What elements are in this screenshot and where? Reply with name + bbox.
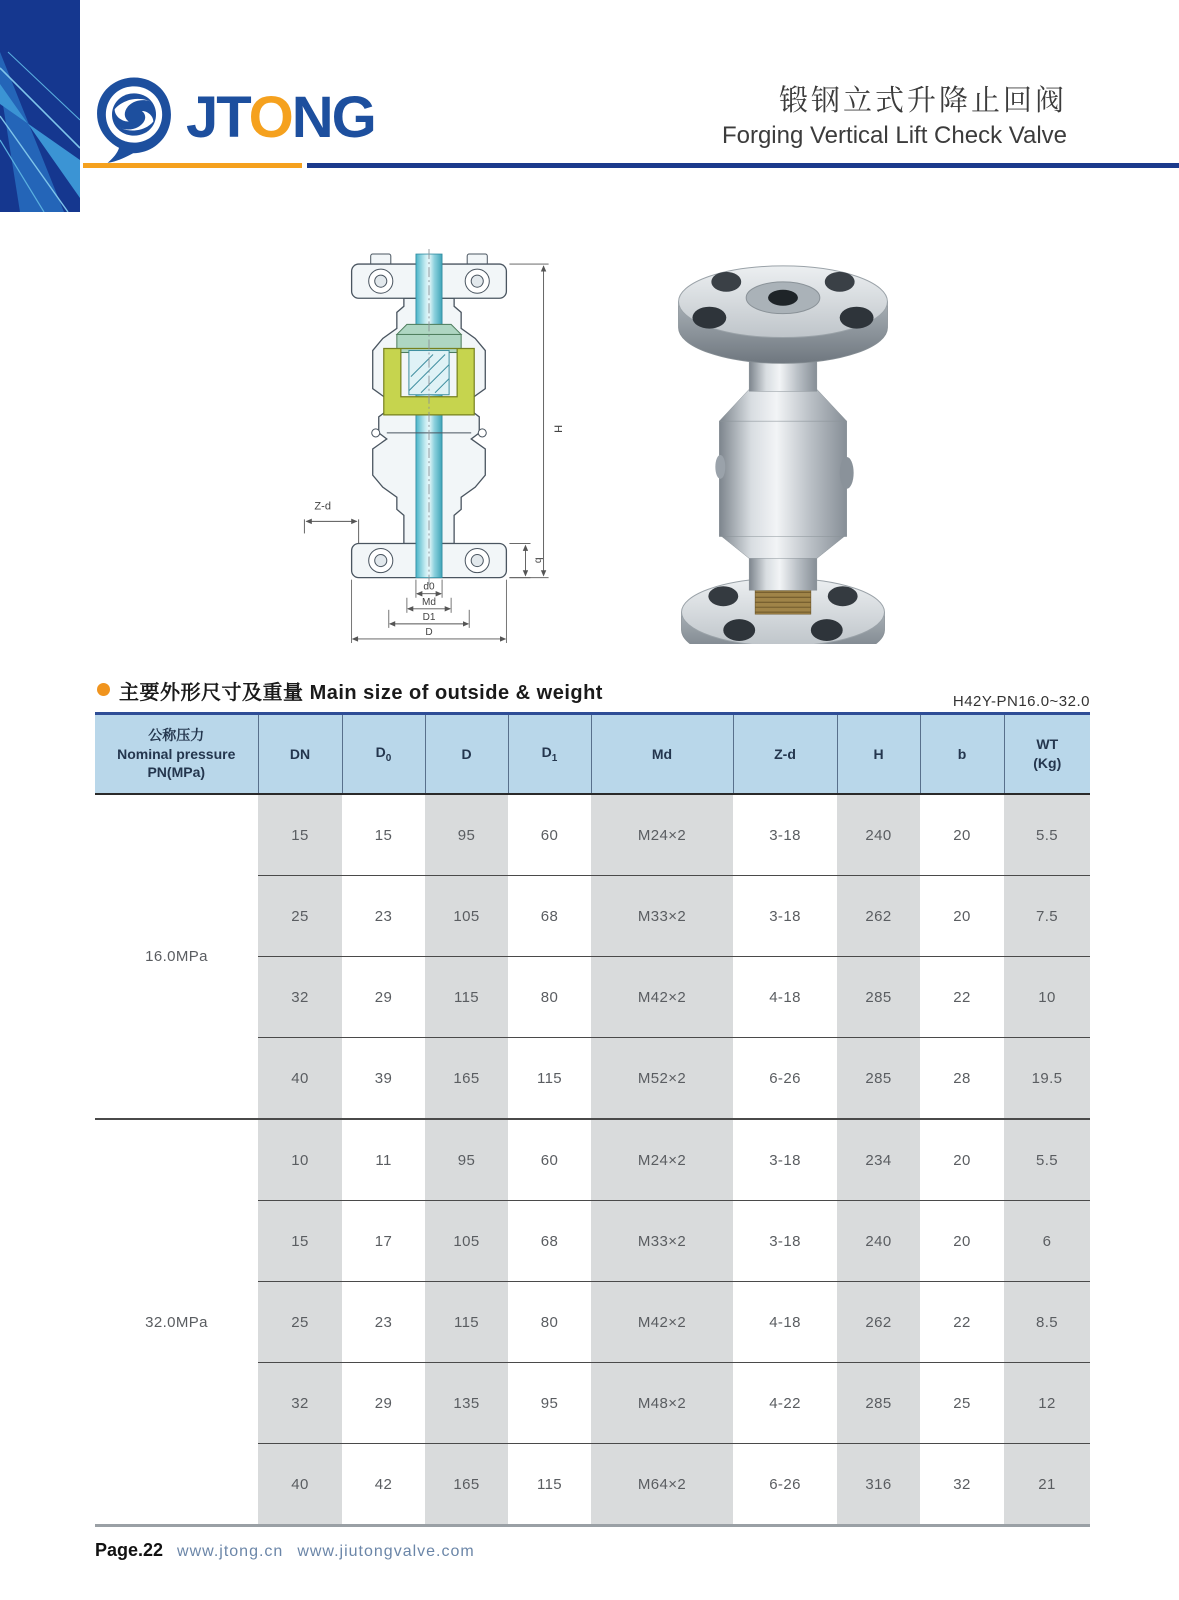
col-header: $D_0$: [342, 714, 425, 795]
table-cell: 95: [425, 1119, 508, 1201]
table-row: [95, 794, 1090, 876]
col-header: Md: [591, 714, 733, 795]
col-header: b: [920, 714, 1004, 795]
page-title-en: Forging Vertical Lift Check Valve: [721, 122, 1067, 149]
table-cell: 240: [837, 1201, 920, 1282]
logo-swirl-icon: [90, 72, 178, 164]
table-head: [95, 714, 1090, 795]
table-cell: 29: [342, 957, 425, 1038]
table-cell: 3-18: [733, 1119, 837, 1201]
table-cell: 165: [425, 1444, 508, 1526]
section-heading: [95, 676, 1090, 710]
page-number: Page.22: [95, 1540, 164, 1560]
table-cell: 6: [1004, 1201, 1090, 1282]
table-cell: 4-22: [733, 1363, 837, 1444]
table-cell: 115: [508, 1444, 591, 1526]
table-cell: 3-18: [733, 794, 837, 876]
size-table: [95, 712, 1090, 1527]
table-cell: 32: [258, 957, 342, 1038]
table-cell: 285: [837, 1038, 920, 1120]
table-cell: M64×2: [591, 1444, 733, 1526]
table-cell: 285: [837, 1363, 920, 1444]
dim-label-H: H: [551, 424, 564, 433]
section-title-en: Main size of outside & weight: [309, 682, 603, 704]
table-cell: 285: [837, 957, 920, 1038]
dim-label-d0: d0: [423, 581, 435, 593]
table-cell: 6-26: [733, 1444, 837, 1526]
col-header: D: [425, 714, 508, 795]
table-cell: 10: [258, 1119, 342, 1201]
col-header: H: [837, 714, 920, 795]
table-cell: 21: [1004, 1444, 1090, 1526]
section-bullet-icon: [97, 683, 110, 696]
table-cell: M33×2: [591, 1201, 733, 1282]
table-cell: 115: [508, 1038, 591, 1120]
page-title-block: [722, 78, 1067, 150]
table-cell: 20: [920, 794, 1004, 876]
table-cell: 240: [837, 794, 920, 876]
table-body: [95, 794, 1090, 1526]
table-cell: 15: [258, 794, 342, 876]
table-cell: 15: [258, 1201, 342, 1282]
table-cell: 25: [258, 876, 342, 957]
table-cell: 4-18: [733, 1282, 837, 1363]
table-cell: M48×2: [591, 1363, 733, 1444]
table-cell: 32: [920, 1444, 1004, 1526]
pressure-group-label: 32.0MPa: [95, 1119, 258, 1526]
table-cell: 19.5: [1004, 1038, 1090, 1120]
size-table-wrap: [95, 712, 1090, 1527]
table-cell: 28: [920, 1038, 1004, 1120]
dim-label-Zd: Z-d: [314, 500, 332, 513]
valve-section-drawing: [288, 246, 570, 648]
table-cell: 80: [508, 1282, 591, 1363]
table-cell: 40: [258, 1444, 342, 1526]
valve-photo: [642, 246, 924, 644]
logo-wordmark: [186, 85, 375, 150]
dim-label-D: D: [425, 626, 433, 638]
table-cell: 23: [342, 876, 425, 957]
page-title-zh: 锻钢立式升降止回阀: [778, 85, 1067, 117]
table-cell: 25: [920, 1363, 1004, 1444]
page-footer: [95, 1540, 475, 1561]
table-cell: 262: [837, 1282, 920, 1363]
website-link-1[interactable]: www.jtong.cn: [177, 1543, 284, 1560]
dim-label-Md: Md: [422, 596, 436, 608]
table-cell: 5.5: [1004, 1119, 1090, 1201]
table-cell: 3-18: [733, 1201, 837, 1282]
table-cell: 7.5: [1004, 876, 1090, 957]
website-link-2[interactable]: www.jiutongvalve.com: [297, 1543, 475, 1560]
table-cell: 115: [425, 1282, 508, 1363]
table-cell: 316: [837, 1444, 920, 1526]
table-cell: 3-18: [733, 876, 837, 957]
section-title-zh: 主要外形尺寸及重量: [119, 682, 304, 704]
blue-rule: [307, 163, 1179, 168]
brand-logo: [90, 70, 375, 166]
table-cell: 115: [425, 957, 508, 1038]
table-cell: 60: [508, 794, 591, 876]
col-header: DN: [258, 714, 342, 795]
col-header: WT (Kg): [1004, 714, 1090, 795]
table-cell: 32: [258, 1363, 342, 1444]
table-cell: 135: [425, 1363, 508, 1444]
table-cell: 12: [1004, 1363, 1090, 1444]
table-cell: 40: [258, 1038, 342, 1120]
orange-rule: [83, 163, 302, 168]
logo-ng: NG: [291, 85, 375, 150]
corner-decoration: [0, 0, 80, 212]
col-header: Z-d: [733, 714, 837, 795]
table-cell: 20: [920, 1119, 1004, 1201]
table-cell: 165: [425, 1038, 508, 1120]
table-cell: 105: [425, 876, 508, 957]
pressure-group-label: 16.0MPa: [95, 794, 258, 1119]
table-cell: M33×2: [591, 876, 733, 957]
table-cell: 10: [1004, 957, 1090, 1038]
valve-photo-graphic: [642, 246, 924, 644]
col-header: 公称压力 Nominal pressure PN(MPa): [95, 714, 258, 795]
valve-drawing-graphic: [288, 246, 570, 648]
table-cell: 20: [920, 1201, 1004, 1282]
section-title: [119, 676, 603, 705]
table-cell: 105: [425, 1201, 508, 1282]
table-row: [95, 1119, 1090, 1201]
table-cell: 95: [425, 794, 508, 876]
table-cell: 68: [508, 1201, 591, 1282]
dim-label-b: b: [532, 557, 544, 564]
table-cell: 262: [837, 876, 920, 957]
table-cell: 42: [342, 1444, 425, 1526]
table-cell: 95: [508, 1363, 591, 1444]
table-cell: 4-18: [733, 957, 837, 1038]
table-cell: 25: [258, 1282, 342, 1363]
table-cell: 20: [920, 876, 1004, 957]
table-cell: 80: [508, 957, 591, 1038]
col-header: $D_1$: [508, 714, 591, 795]
table-cell: M24×2: [591, 1119, 733, 1201]
table-cell: 68: [508, 876, 591, 957]
table-cell: 6-26: [733, 1038, 837, 1120]
table-cell: M52×2: [591, 1038, 733, 1120]
table-cell: 8.5: [1004, 1282, 1090, 1363]
logo-jt: JT: [186, 85, 249, 150]
table-cell: 23: [342, 1282, 425, 1363]
table-cell: 22: [920, 1282, 1004, 1363]
table-cell: 39: [342, 1038, 425, 1120]
model-code: H42Y-PN16.0~32.0: [952, 693, 1090, 710]
table-cell: 234: [837, 1119, 920, 1201]
table-cell: 5.5: [1004, 794, 1090, 876]
table-cell: 17: [342, 1201, 425, 1282]
table-cell: M42×2: [591, 1282, 733, 1363]
table-cell: M42×2: [591, 957, 733, 1038]
table-cell: 22: [920, 957, 1004, 1038]
table-cell: 15: [342, 794, 425, 876]
table-cell: 60: [508, 1119, 591, 1201]
table-cell: 11: [342, 1119, 425, 1201]
table-cell: M24×2: [591, 794, 733, 876]
corner-stripes-graphic: [0, 0, 80, 212]
logo-o: O: [248, 85, 292, 150]
dim-label-D1: D1: [422, 611, 436, 623]
table-cell: 29: [342, 1363, 425, 1444]
